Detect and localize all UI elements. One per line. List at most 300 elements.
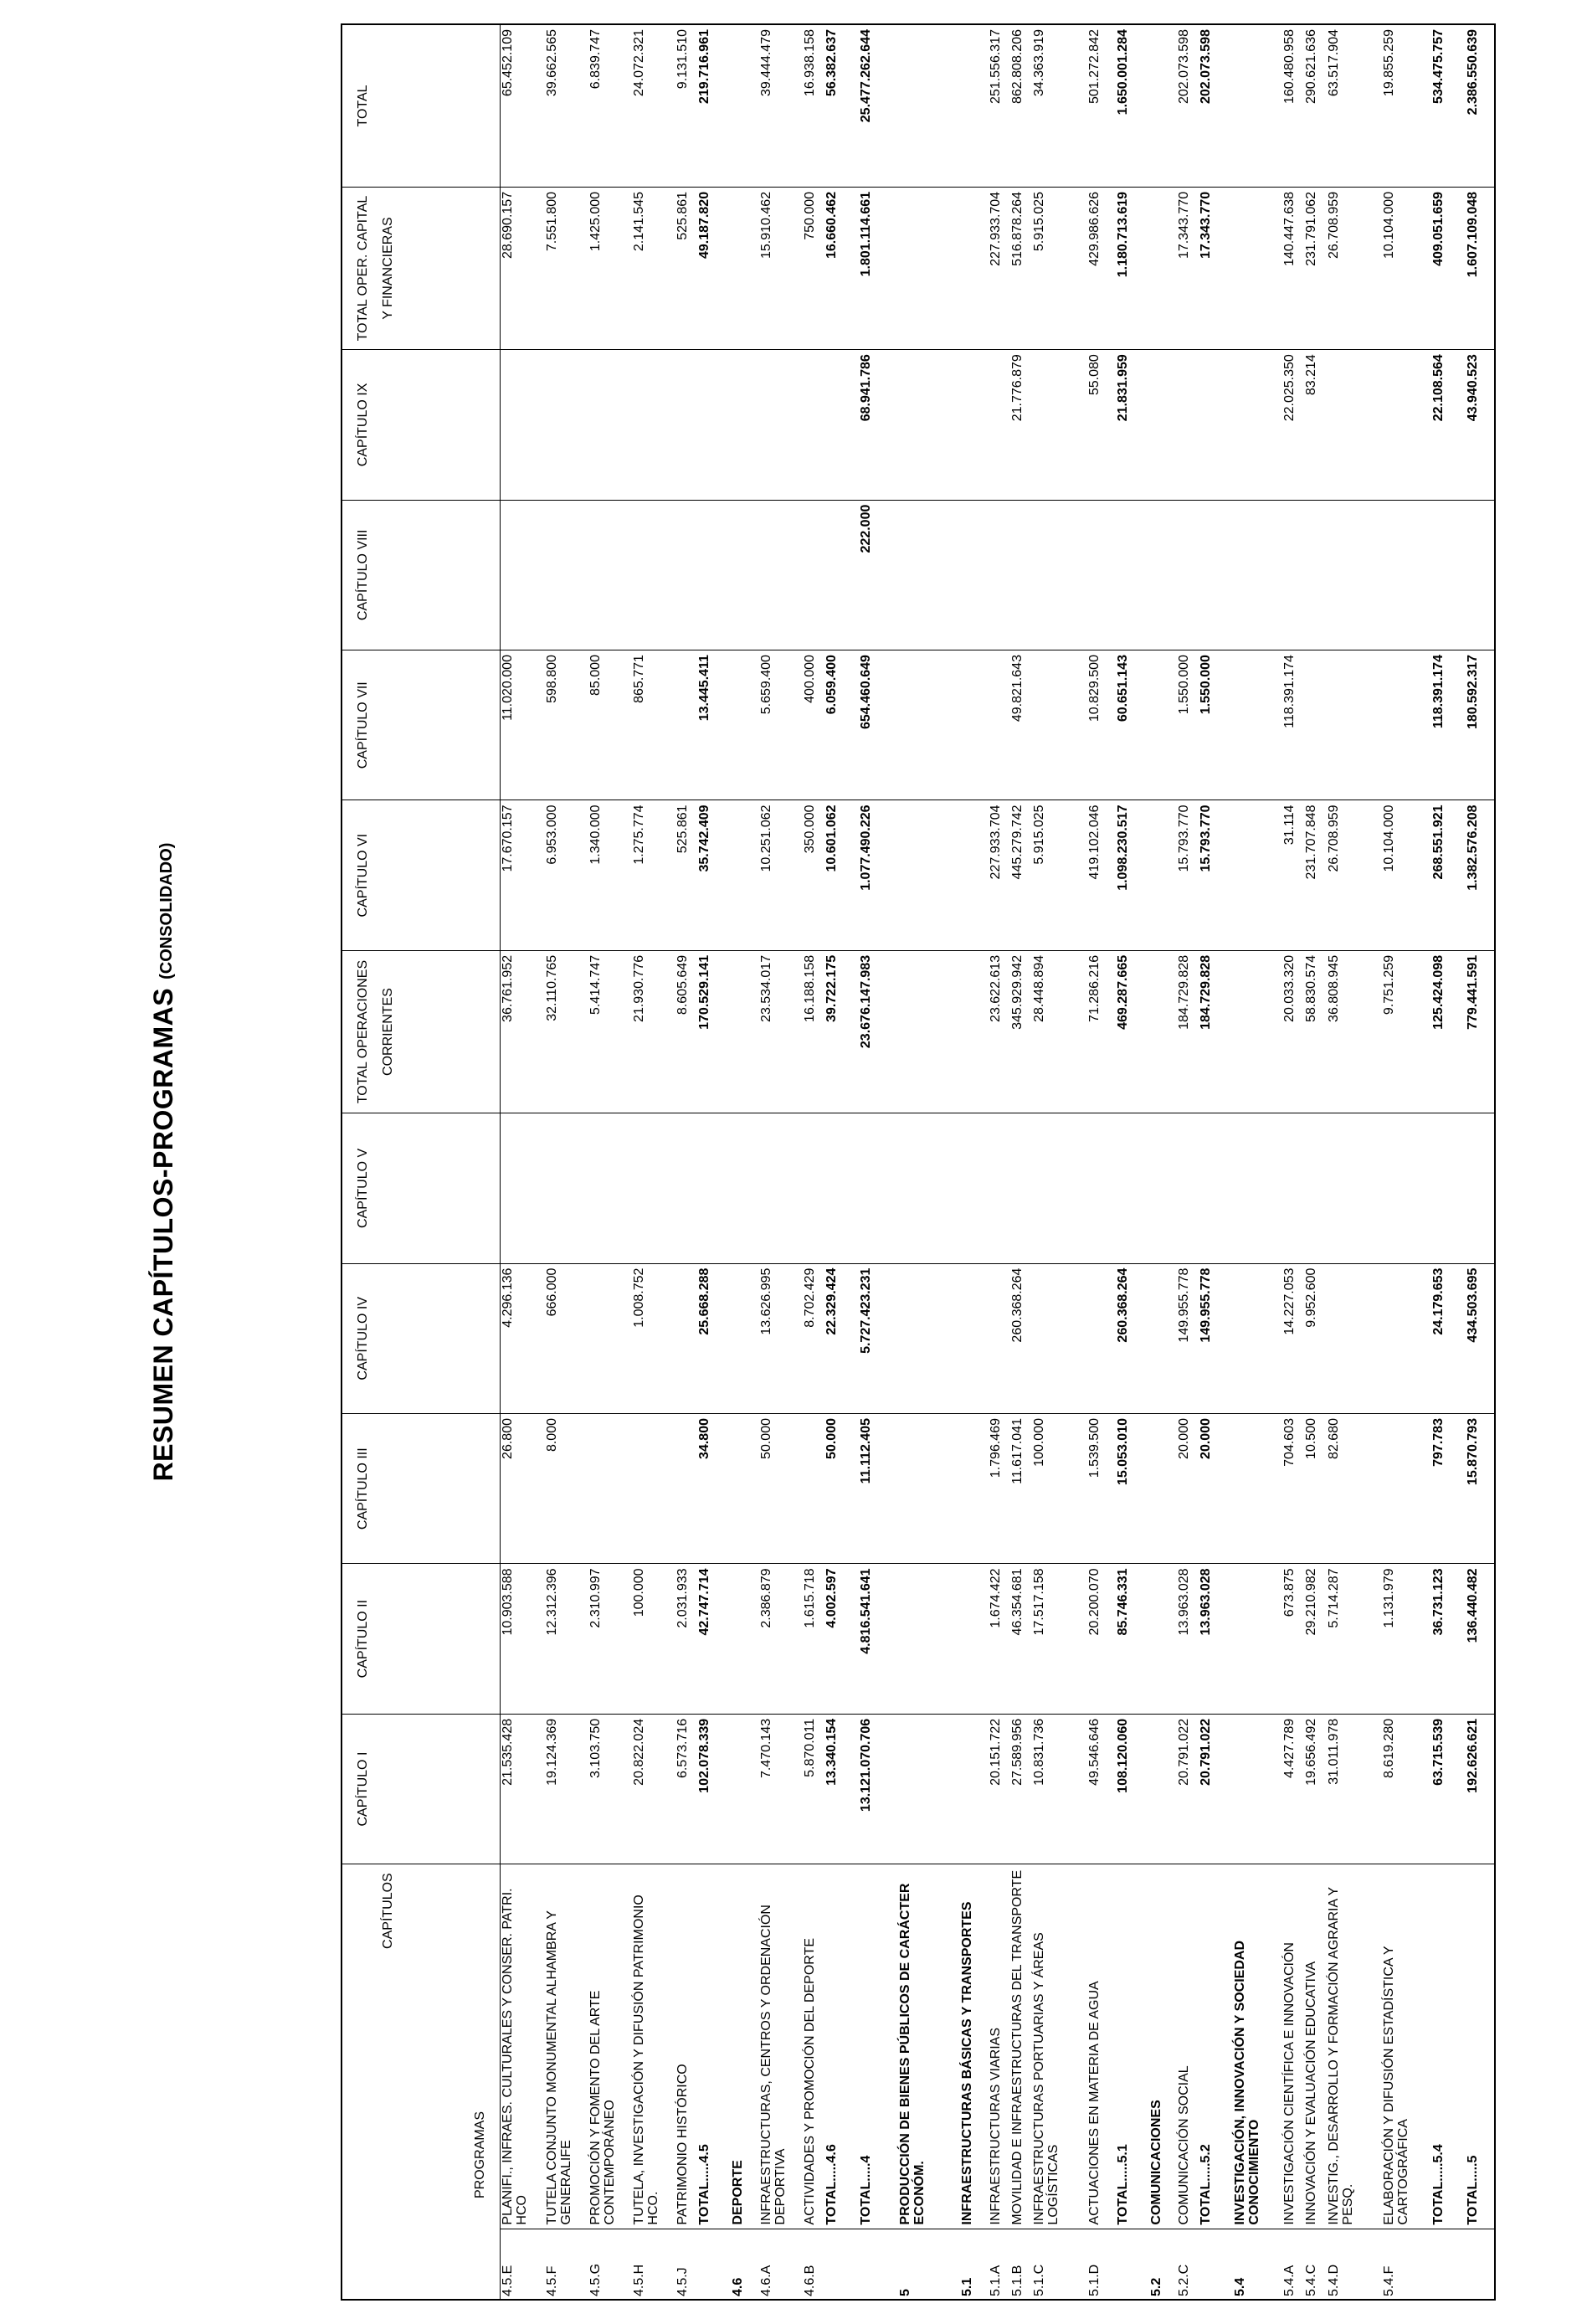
amount-cell: 9.131.510	[675, 24, 697, 187]
table-row	[1221, 24, 1283, 2300]
amount-cell	[501, 350, 545, 500]
amount-cell	[1199, 1113, 1220, 1263]
amount-cell: 20.000	[1199, 1414, 1220, 1564]
amount-cell	[1221, 650, 1283, 800]
program-code	[1431, 2229, 1453, 2300]
amount-cell: 29.210.982	[1304, 1564, 1326, 1714]
empty-cell	[1493, 1414, 1495, 1564]
amount-cell: 2.141.545	[632, 187, 675, 349]
amount-cell	[948, 1113, 989, 1263]
amount-cell: 11.617.041	[1010, 1414, 1032, 1564]
amount-cell: 13.445.411	[697, 650, 719, 800]
amount-cell: 13.963.028	[1199, 1564, 1220, 1714]
amount-cell: 184.729.828	[1177, 950, 1199, 1113]
amount-cell: 1.796.469	[989, 1414, 1010, 1564]
amount-cell: 4.427.789	[1282, 1714, 1304, 1864]
amount-cell: 20.791.022	[1177, 1714, 1199, 1864]
amount-cell	[1221, 1414, 1283, 1564]
amount-cell	[588, 350, 632, 500]
amount-cell: 25.477.262.644	[847, 24, 887, 187]
amount-cell: 15.053.010	[1116, 1414, 1138, 1564]
amount-cell: 1.539.500	[1076, 1414, 1116, 1564]
program-code: 5.4	[1221, 2229, 1283, 2300]
amount-cell	[719, 650, 759, 800]
amount-cell	[1221, 24, 1283, 187]
empty-cell	[1493, 1864, 1495, 2229]
amount-cell: 1.275.774	[632, 800, 675, 950]
program-code: 4.6.A	[759, 2229, 803, 2300]
amount-cell	[1221, 1564, 1283, 1714]
page-title-block	[113, 32, 213, 2292]
amount-cell: 429.986.626	[1076, 187, 1116, 349]
amount-cell	[501, 1113, 545, 1263]
amount-cell	[1370, 500, 1432, 650]
empty-cell	[1493, 1564, 1495, 1714]
amount-cell	[1138, 1263, 1178, 1413]
amount-cell	[1177, 350, 1199, 500]
table-row	[697, 24, 719, 2300]
amount-cell: 34.800	[697, 1414, 719, 1564]
amount-cell	[675, 350, 697, 500]
amount-cell: 10.500	[1304, 1414, 1326, 1564]
program-name: COMUNICACIÓN SOCIAL	[1177, 1864, 1199, 2229]
amount-cell	[803, 1113, 824, 1263]
amount-cell: 10.251.062	[759, 800, 803, 950]
program-code: 4.5.F	[545, 2229, 588, 2300]
header-col: TOTAL OPER. CAPITAL Y FINANCIERAS	[342, 187, 501, 349]
table-row	[1304, 24, 1326, 2300]
program-name: TOTAL.....5.4	[1431, 1864, 1453, 2229]
amount-cell: 82.680	[1327, 1414, 1370, 1564]
empty-cell	[1493, 500, 1495, 650]
amount-cell: 231.707.848	[1304, 800, 1326, 950]
amount-cell	[886, 1263, 948, 1413]
program-name: TUTELA, INVESTIGACIÓN Y DIFUSIÓN PATRIMONIO HCO.	[632, 1864, 675, 2229]
amount-cell	[1138, 1564, 1178, 1714]
amount-cell	[1010, 500, 1032, 650]
amount-cell	[847, 1113, 887, 1263]
amount-cell	[1076, 1263, 1116, 1413]
amount-cell: 39.662.565	[545, 24, 588, 187]
header-col: CAPÍTULO V	[342, 1113, 501, 1263]
amount-cell: 797.783	[1431, 1414, 1453, 1564]
program-name: INFRAESTRUCTURAS VIARIAS	[989, 1864, 1010, 2229]
amount-cell: 23.622.613	[989, 950, 1010, 1113]
amount-cell: 1.550.000	[1199, 650, 1220, 800]
program-code: 5.2.C	[1177, 2229, 1199, 2300]
table-row	[1116, 24, 1138, 2300]
table-row	[759, 24, 803, 2300]
amount-cell: 85.746.331	[1116, 1564, 1138, 1714]
amount-cell	[1032, 650, 1076, 800]
amount-cell: 17.343.770	[1177, 187, 1199, 349]
amount-cell: 35.742.409	[697, 800, 719, 950]
amount-cell: 100.000	[632, 1564, 675, 1714]
amount-cell: 1.098.230.517	[1116, 800, 1138, 950]
amount-cell	[632, 350, 675, 500]
amount-cell: 26.708.959	[1327, 187, 1370, 349]
amount-cell	[1138, 350, 1178, 500]
empty-cell	[1493, 650, 1495, 800]
amount-cell: 654.460.649	[847, 650, 887, 800]
amount-cell: 184.729.828	[1199, 950, 1220, 1113]
amount-cell	[886, 24, 948, 187]
amount-cell: 6.573.716	[675, 1714, 697, 1864]
amount-cell	[759, 1113, 803, 1263]
program-name: ACTIVIDADES Y PROMOCIÓN DEL DEPORTE	[803, 1864, 824, 2229]
amount-cell: 4.002.597	[824, 1564, 846, 1714]
program-code: 5.1.C	[1032, 2229, 1076, 2300]
amount-cell: 6.953.000	[545, 800, 588, 950]
budget-sheet	[341, 23, 1496, 2301]
program-code: 5.4.A	[1282, 2229, 1304, 2300]
amount-cell: 445.279.742	[1010, 800, 1032, 950]
header-col: CAPÍTULO III	[342, 1414, 501, 1564]
program-code: 5.1.A	[989, 2229, 1010, 2300]
table-row	[675, 24, 697, 2300]
amount-cell: 516.878.264	[1010, 187, 1032, 349]
amount-cell: 23.676.147.983	[847, 950, 887, 1113]
amount-cell: 180.592.317	[1454, 650, 1494, 800]
amount-cell	[948, 500, 989, 650]
empty-cell	[1493, 1113, 1495, 1263]
table-row	[886, 24, 948, 2300]
program-code: 5.4.F	[1370, 2229, 1432, 2300]
amount-cell: 26.708.959	[1327, 800, 1370, 950]
amount-cell	[1327, 350, 1370, 500]
amount-cell: 102.078.339	[697, 1714, 719, 1864]
amount-cell: 43.940.523	[1454, 350, 1494, 500]
program-code: 5.4.C	[1304, 2229, 1326, 2300]
amount-cell	[1032, 1263, 1076, 1413]
amount-cell: 1.340.000	[588, 800, 632, 950]
amount-cell: 12.312.396	[545, 1564, 588, 1714]
amount-cell: 5.915.025	[1032, 800, 1076, 950]
amount-cell: 56.382.637	[824, 24, 846, 187]
amount-cell: 501.272.842	[1076, 24, 1116, 187]
amount-cell: 666.000	[545, 1263, 588, 1413]
amount-cell: 32.110.765	[545, 950, 588, 1113]
amount-cell	[989, 350, 1010, 500]
program-code	[1454, 2229, 1494, 2300]
amount-cell	[1370, 1113, 1432, 1263]
amount-cell	[719, 1263, 759, 1413]
amount-cell	[697, 500, 719, 650]
amount-cell	[697, 1113, 719, 1263]
program-code: 5	[886, 2229, 948, 2300]
amount-cell: 50.000	[759, 1414, 803, 1564]
amount-cell: 21.535.428	[501, 1714, 545, 1864]
table-row	[1370, 24, 1432, 2300]
amount-cell	[1138, 800, 1178, 950]
amount-cell: 6.059.400	[824, 650, 846, 800]
amount-cell	[1177, 1113, 1199, 1263]
amount-cell: 5.915.025	[1032, 187, 1076, 349]
amount-cell: 231.791.062	[1304, 187, 1326, 349]
amount-cell	[1327, 1263, 1370, 1413]
program-code: 5.2	[1138, 2229, 1178, 2300]
amount-cell	[719, 950, 759, 1113]
amount-cell	[1177, 500, 1199, 650]
amount-cell: 22.329.424	[824, 1263, 846, 1413]
amount-cell: 71.286.216	[1076, 950, 1116, 1113]
amount-cell: 2.310.997	[588, 1564, 632, 1714]
amount-cell: 136.440.482	[1454, 1564, 1494, 1714]
amount-cell: 68.941.786	[847, 350, 887, 500]
amount-cell: 1.180.713.619	[1116, 187, 1138, 349]
amount-cell	[886, 500, 948, 650]
amount-cell	[824, 350, 846, 500]
amount-cell	[632, 500, 675, 650]
table-row	[1327, 24, 1370, 2300]
amount-cell	[545, 350, 588, 500]
amount-cell: 17.343.770	[1199, 187, 1220, 349]
header-programas: PROGRAMAS	[473, 2111, 487, 2198]
amount-cell: 10.829.500	[1076, 650, 1116, 800]
amount-cell	[1138, 950, 1178, 1113]
amount-cell: 1.550.000	[1177, 650, 1199, 800]
amount-cell	[719, 350, 759, 500]
table-body	[501, 24, 1496, 2300]
program-name: PATRIMONIO HISTÓRICO	[675, 1864, 697, 2229]
amount-cell: 20.822.024	[632, 1714, 675, 1864]
amount-cell: 149.955.778	[1199, 1263, 1220, 1413]
amount-cell	[632, 1113, 675, 1263]
table-row	[824, 24, 846, 2300]
amount-cell: 25.668.288	[697, 1263, 719, 1413]
amount-cell: 525.861	[675, 187, 697, 349]
amount-cell: 28.448.894	[1032, 950, 1076, 1113]
header-col: CAPÍTULO II	[342, 1564, 501, 1714]
amount-cell	[1221, 500, 1283, 650]
amount-cell: 13.340.154	[824, 1714, 846, 1864]
program-name: INFRAESTRUCTURAS BÁSICAS Y TRANSPORTES	[948, 1864, 989, 2229]
program-name: COMUNICACIONES	[1138, 1864, 1178, 2229]
amount-cell: 13.626.995	[759, 1263, 803, 1413]
amount-cell	[1032, 350, 1076, 500]
amount-cell	[719, 24, 759, 187]
amount-cell	[759, 350, 803, 500]
amount-cell: 13.963.028	[1177, 1564, 1199, 1714]
amount-cell: 5.659.400	[759, 650, 803, 800]
amount-cell	[1138, 1113, 1178, 1263]
amount-cell: 31.011.978	[1327, 1714, 1370, 1864]
amount-cell: 21.930.776	[632, 950, 675, 1113]
amount-cell: 22.108.564	[1431, 350, 1453, 500]
amount-cell: 15.793.770	[1177, 800, 1199, 950]
amount-cell	[824, 1113, 846, 1263]
amount-cell: 16.660.462	[824, 187, 846, 349]
amount-cell	[886, 350, 948, 500]
amount-cell	[675, 1414, 697, 1564]
amount-cell	[886, 650, 948, 800]
table-row	[847, 24, 887, 2300]
amount-cell: 50.000	[824, 1414, 846, 1564]
amount-cell	[1282, 1113, 1304, 1263]
amount-cell: 19.124.369	[545, 1714, 588, 1864]
amount-cell: 9.751.259	[1370, 950, 1432, 1113]
amount-cell: 11.112.405	[847, 1414, 887, 1564]
amount-cell	[719, 1564, 759, 1714]
amount-cell	[697, 350, 719, 500]
amount-cell	[1221, 950, 1283, 1113]
amount-cell: 8.702.429	[803, 1263, 824, 1413]
amount-cell	[1304, 500, 1326, 650]
program-code: 4.5.E	[501, 2229, 545, 2300]
amount-cell: 170.529.141	[697, 950, 719, 1113]
amount-cell	[1199, 500, 1220, 650]
amount-cell: 160.480.958	[1282, 24, 1304, 187]
amount-cell: 15.870.793	[1454, 1414, 1494, 1564]
amount-cell	[948, 1714, 989, 1864]
amount-cell	[759, 500, 803, 650]
amount-cell: 46.354.681	[1010, 1564, 1032, 1714]
program-code: 5.1.D	[1076, 2229, 1116, 2300]
amount-cell: 268.551.921	[1431, 800, 1453, 950]
amount-cell: 118.391.174	[1282, 650, 1304, 800]
empty-cell	[1493, 24, 1495, 187]
program-name: PLANIFI., INFRAES. CULTURALES Y CONSER. PATRI. HCO	[501, 1864, 545, 2229]
amount-cell: 350.000	[803, 800, 824, 950]
amount-cell	[719, 1714, 759, 1864]
amount-cell: 17.517.158	[1032, 1564, 1076, 1714]
table-row	[1032, 24, 1076, 2300]
amount-cell	[1282, 500, 1304, 650]
empty-cell	[1493, 1714, 1495, 1864]
amount-cell: 24.072.321	[632, 24, 675, 187]
amount-cell: 49.187.820	[697, 187, 719, 349]
amount-cell: 227.933.704	[989, 187, 1010, 349]
amount-cell: 202.073.598	[1199, 24, 1220, 187]
amount-cell	[886, 187, 948, 349]
program-code	[1116, 2229, 1138, 2300]
amount-cell: 20.000	[1177, 1414, 1199, 1564]
chapters-programs-table	[341, 23, 1496, 2301]
amount-cell	[948, 950, 989, 1113]
amount-cell: 673.875	[1282, 1564, 1304, 1714]
program-code: 4.5.H	[632, 2229, 675, 2300]
amount-cell	[1304, 1113, 1326, 1263]
header-programs	[342, 1864, 501, 2300]
amount-cell: 6.839.747	[588, 24, 632, 187]
amount-cell	[1138, 1714, 1178, 1864]
amount-cell: 7.470.143	[759, 1714, 803, 1864]
amount-cell: 8.619.280	[1370, 1714, 1432, 1864]
amount-cell	[675, 1263, 697, 1413]
amount-cell: 149.955.778	[1177, 1263, 1199, 1413]
amount-cell	[989, 650, 1010, 800]
amount-cell: 39.722.175	[824, 950, 846, 1113]
header-col: TOTAL OPERACIONES CORRIENTES	[342, 950, 501, 1113]
amount-cell	[989, 1263, 1010, 1413]
amount-cell	[948, 650, 989, 800]
amount-cell: 11.020.000	[501, 650, 545, 800]
header-col: CAPÍTULO VII	[342, 650, 501, 800]
amount-cell: 2.386.550.639	[1454, 24, 1494, 187]
amount-cell	[1327, 1113, 1370, 1263]
amount-cell: 400.000	[803, 650, 824, 800]
amount-cell: 140.447.638	[1282, 187, 1304, 349]
program-code: 4.6.B	[803, 2229, 824, 2300]
amount-cell: 409.051.659	[1431, 187, 1453, 349]
amount-cell	[719, 1414, 759, 1564]
amount-cell	[719, 500, 759, 650]
amount-cell: 865.771	[632, 650, 675, 800]
program-code: 4.5.J	[675, 2229, 697, 2300]
amount-cell: 108.120.060	[1116, 1714, 1138, 1864]
amount-cell	[588, 500, 632, 650]
program-code: 5.4.D	[1327, 2229, 1370, 2300]
amount-cell: 22.025.350	[1282, 350, 1304, 500]
amount-cell	[719, 1113, 759, 1263]
program-name: MOVILIDAD E INFRAESTRUCTURAS DEL TRANSPORTE	[1010, 1864, 1032, 2229]
table-row	[1010, 24, 1032, 2300]
amount-cell: 24.179.653	[1431, 1263, 1453, 1413]
amount-cell	[1304, 650, 1326, 800]
program-name: INVESTIG., DESARROLLO Y FORMACIÓN AGRARIA Y PESQ.	[1327, 1864, 1370, 2229]
amount-cell	[675, 1113, 697, 1263]
amount-cell: 1.674.422	[989, 1564, 1010, 1714]
table-row	[1454, 24, 1494, 2300]
program-name: PRODUCCIÓN DE BIENES PÚBLICOS DE CARÁCTER ECONÓM.	[886, 1864, 948, 2229]
amount-cell: 36.761.952	[501, 950, 545, 1113]
amount-cell: 704.603	[1282, 1414, 1304, 1564]
empty-cell	[1493, 350, 1495, 500]
program-name: TUTELA CONJUNTO MONUMENTAL ALHAMBRA Y GENERALIFE	[545, 1864, 588, 2229]
amount-cell: 65.452.109	[501, 24, 545, 187]
amount-cell: 19.656.492	[1304, 1714, 1326, 1864]
amount-cell: 10.831.736	[1032, 1714, 1076, 1864]
table-row	[1431, 24, 1453, 2300]
amount-cell: 525.861	[675, 800, 697, 950]
amount-cell	[1138, 1414, 1178, 1564]
amount-cell	[1010, 1113, 1032, 1263]
amount-cell: 5.714.287	[1327, 1564, 1370, 1714]
amount-cell: 85.000	[588, 650, 632, 800]
amount-cell	[545, 500, 588, 650]
amount-cell	[1370, 350, 1432, 500]
amount-cell	[1199, 350, 1220, 500]
table-row	[545, 24, 588, 2300]
amount-cell: 434.503.695	[1454, 1263, 1494, 1413]
program-code: 5.1.B	[1010, 2229, 1032, 2300]
amount-cell: 34.363.919	[1032, 24, 1076, 187]
amount-cell: 16.938.158	[803, 24, 824, 187]
amount-cell: 2.031.933	[675, 1564, 697, 1714]
amount-cell: 118.391.174	[1431, 650, 1453, 800]
amount-cell	[1221, 187, 1283, 349]
table-row	[1177, 24, 1199, 2300]
amount-cell: 20.791.022	[1199, 1714, 1220, 1864]
amount-cell	[1076, 500, 1116, 650]
table-filler-row	[1493, 24, 1495, 2300]
header-col: CAPÍTULO VI	[342, 800, 501, 950]
amount-cell: 1.615.718	[803, 1564, 824, 1714]
amount-cell	[948, 1263, 989, 1413]
table-row	[803, 24, 824, 2300]
amount-cell: 3.103.750	[588, 1714, 632, 1864]
amount-cell	[588, 1414, 632, 1564]
amount-cell: 345.929.942	[1010, 950, 1032, 1113]
amount-cell: 1.131.979	[1370, 1564, 1432, 1714]
amount-cell: 1.801.114.661	[847, 187, 887, 349]
amount-cell: 4.816.541.641	[847, 1564, 887, 1714]
amount-cell: 260.368.264	[1116, 1263, 1138, 1413]
table-row	[632, 24, 675, 2300]
program-name: TOTAL.....4	[847, 1864, 887, 2229]
amount-cell: 60.651.143	[1116, 650, 1138, 800]
header-capitulos: CAPÍTULOS	[381, 1873, 395, 1949]
